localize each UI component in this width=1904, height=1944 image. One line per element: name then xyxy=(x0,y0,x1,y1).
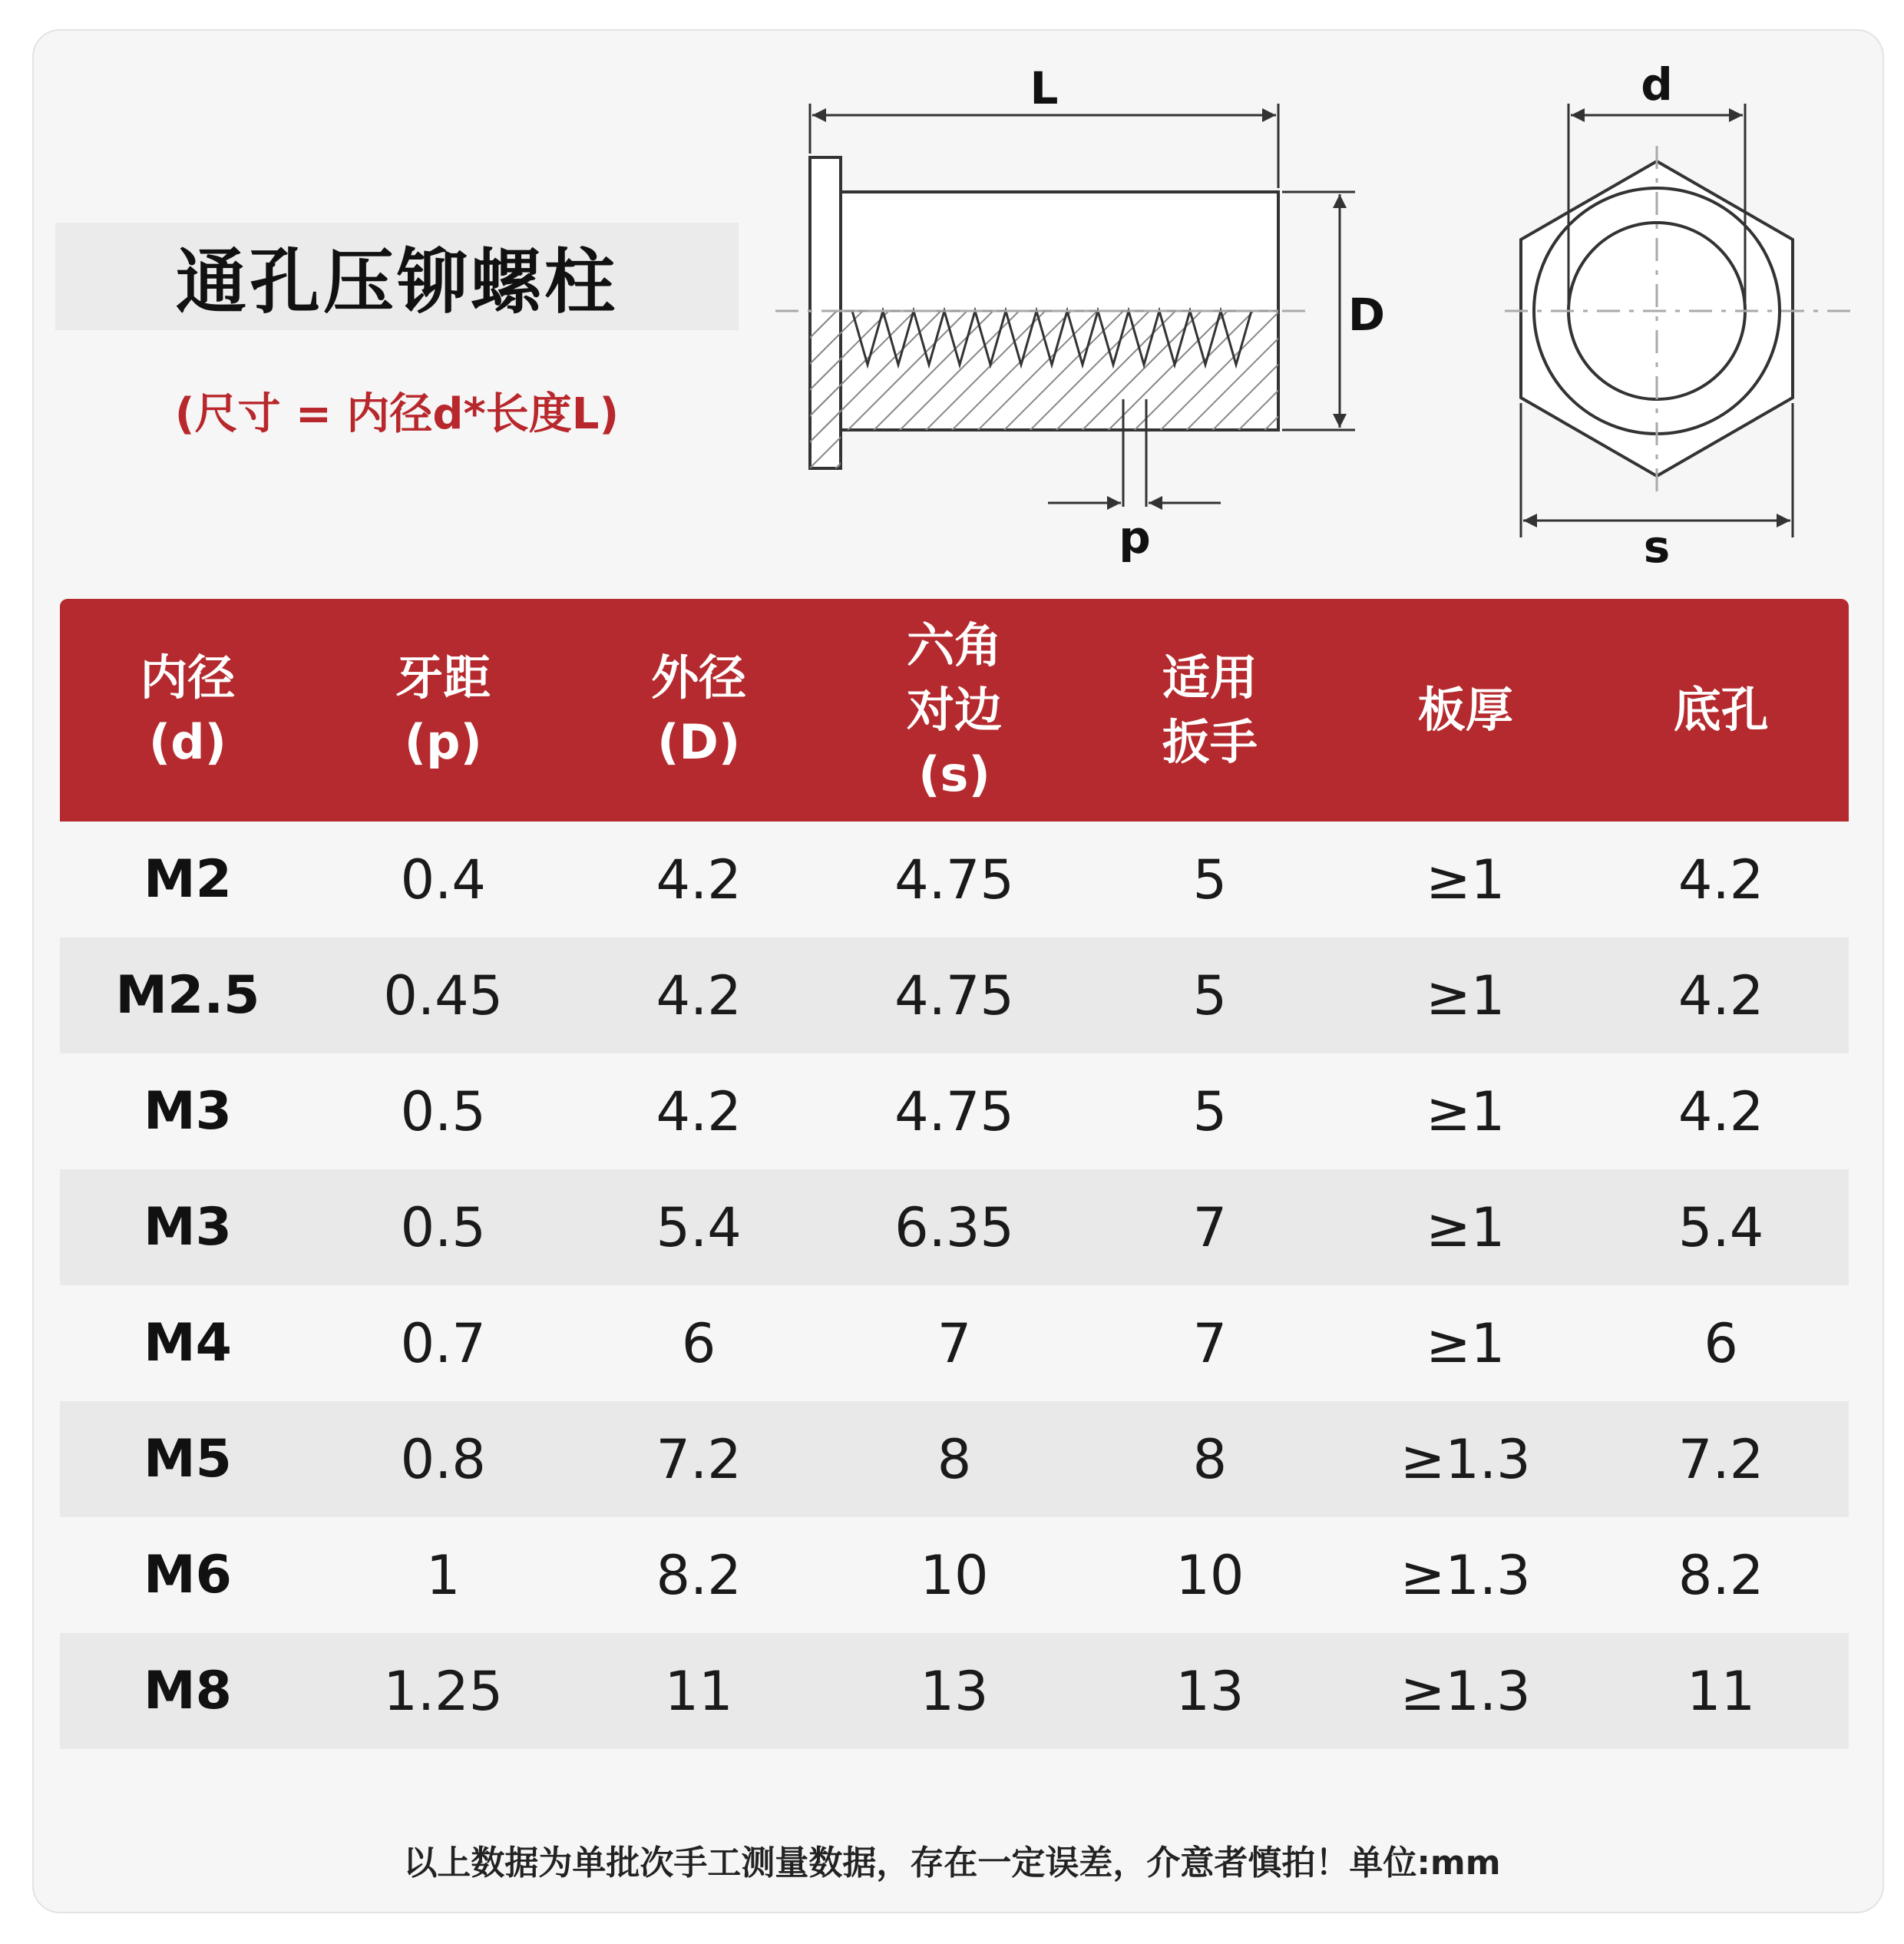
spec-table xyxy=(60,599,1849,1749)
table-cell: M3 xyxy=(143,1197,232,1258)
table-cell: 0.5 xyxy=(400,1195,486,1259)
table-cell: 11 xyxy=(1687,1659,1756,1723)
page-title: 通孔压铆螺柱 xyxy=(175,241,618,323)
table-cell: M5 xyxy=(143,1429,232,1489)
table-row xyxy=(60,1401,1849,1517)
measurement-disclaimer: 以上数据为单批次手工测量数据，存在一定误差，介意者慎拍！单位:mm xyxy=(403,1843,1501,1883)
length-dimension xyxy=(810,104,1278,188)
table-cell: 6.35 xyxy=(894,1195,1014,1259)
table-row xyxy=(60,1169,1849,1285)
column-header: 板厚 xyxy=(1417,682,1513,738)
table-cell: 8 xyxy=(937,1427,972,1491)
table-cell: 8.2 xyxy=(656,1543,742,1607)
table-cell: M6 xyxy=(143,1545,232,1605)
table-cell: 6 xyxy=(1704,1311,1738,1375)
table-cell: ≥1 xyxy=(1426,1079,1506,1143)
table-cell: 5.4 xyxy=(1678,1195,1764,1259)
table-cell: 4.2 xyxy=(656,848,742,911)
table-cell: 11 xyxy=(664,1659,733,1723)
table-row xyxy=(60,1633,1849,1749)
table-body xyxy=(60,822,1849,1749)
column-header: 六角 对边 (s) xyxy=(907,617,1003,802)
table-cell: ≥1.3 xyxy=(1400,1427,1531,1491)
size-note: (尺寸 = 内径d*长度L) xyxy=(174,389,620,439)
table-cell: 7 xyxy=(937,1311,972,1375)
table-cell: 8.2 xyxy=(1678,1543,1764,1607)
table-cell: 0.8 xyxy=(400,1427,486,1491)
table-cell: 5.4 xyxy=(656,1195,742,1259)
table-cell: ≥1 xyxy=(1426,1311,1506,1375)
table-cell: M3 xyxy=(143,1081,232,1142)
table-cell: M8 xyxy=(143,1661,232,1721)
table-cell: 1 xyxy=(426,1543,461,1607)
table-cell: 0.4 xyxy=(400,848,486,911)
table-cell: 7 xyxy=(1192,1311,1228,1375)
table-cell: 5 xyxy=(1192,1079,1228,1143)
table-cell: 0.45 xyxy=(383,964,504,1027)
label-d: d xyxy=(1641,58,1673,111)
column-header: 牙距 (p) xyxy=(395,650,491,770)
side-view xyxy=(775,157,1313,468)
table-cell: 4.2 xyxy=(1678,1079,1764,1143)
table-cell: 4.2 xyxy=(656,1079,742,1143)
table-row xyxy=(60,822,1849,937)
table-cell: 5 xyxy=(1192,964,1228,1027)
table-cell: 1.25 xyxy=(383,1659,504,1723)
table-header xyxy=(60,599,1849,822)
table-cell: M2.5 xyxy=(115,965,260,1026)
table-cell: 4.2 xyxy=(1678,848,1764,911)
standoff-diagram xyxy=(0,0,1904,599)
table-cell: 10 xyxy=(1175,1543,1245,1607)
table-cell: 4.75 xyxy=(894,1079,1014,1143)
column-header: 底孔 xyxy=(1673,682,1769,738)
hex-view xyxy=(1505,146,1850,491)
table-row xyxy=(60,1517,1849,1633)
table-row xyxy=(60,937,1849,1053)
table-cell: 8 xyxy=(1192,1427,1228,1491)
table-cell: 4.75 xyxy=(894,848,1014,911)
table-cell: ≥1 xyxy=(1426,848,1506,911)
table-cell: ≥1 xyxy=(1426,964,1506,1027)
table-cell: 7 xyxy=(1192,1195,1228,1259)
column-header: 适用 扳手 xyxy=(1162,650,1258,770)
table-cell: 4.2 xyxy=(1678,964,1764,1027)
table-cell: 0.5 xyxy=(400,1079,486,1143)
table-cell: 5 xyxy=(1192,848,1228,911)
table-row xyxy=(60,1285,1849,1401)
table-cell: 13 xyxy=(1175,1659,1245,1723)
table-cell: 7.2 xyxy=(656,1427,742,1491)
column-header: 外径 (D) xyxy=(651,650,747,770)
table-cell: ≥1.3 xyxy=(1400,1543,1531,1607)
table-cell: M4 xyxy=(143,1313,232,1374)
table-cell: ≥1 xyxy=(1426,1195,1506,1259)
table-cell: ≥1.3 xyxy=(1400,1659,1531,1723)
table-cell: 4.75 xyxy=(894,964,1014,1027)
table-cell: 7.2 xyxy=(1678,1427,1764,1491)
table-cell: 10 xyxy=(920,1543,989,1607)
table-cell: 0.7 xyxy=(400,1311,486,1375)
label-s: s xyxy=(1643,521,1671,573)
table-row xyxy=(60,1053,1849,1169)
table-cell: 6 xyxy=(681,1311,716,1375)
label-L: L xyxy=(1030,62,1059,114)
table-cell: M2 xyxy=(143,849,232,910)
table-cell: 13 xyxy=(920,1659,989,1723)
label-D: D xyxy=(1347,289,1386,341)
column-header: 内径 (d) xyxy=(140,650,236,770)
table-cell: 4.2 xyxy=(656,964,742,1027)
label-p: p xyxy=(1119,511,1151,564)
